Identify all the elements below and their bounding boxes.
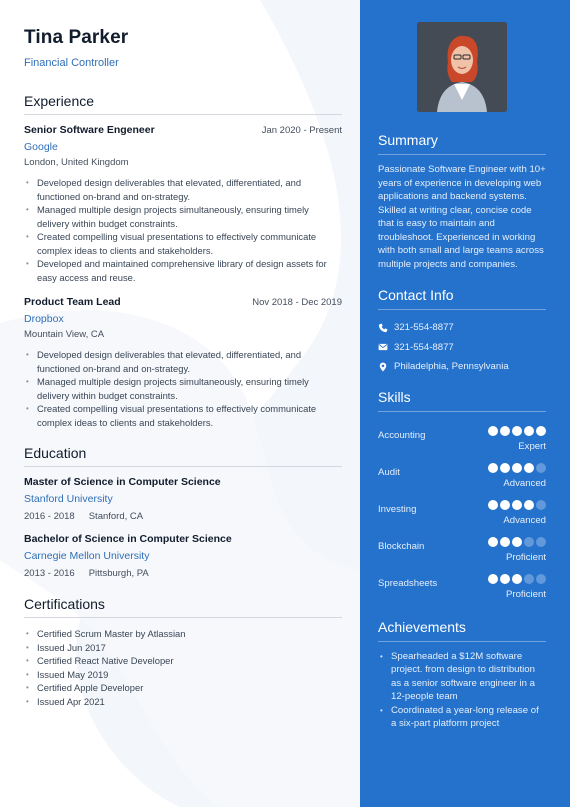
rating-dot-filled: [488, 426, 498, 436]
skill-row: [378, 574, 546, 611]
job-company: Google: [24, 141, 58, 153]
job-bullet: • Managed multiple design projects simultaneously, ensuring timely delivery within budget constraints.: [24, 375, 342, 402]
achievements-list: [378, 650, 546, 731]
job-bullets: [24, 176, 342, 284]
rating-dot-empty: [536, 537, 546, 547]
contact-section: [378, 287, 546, 377]
skill-level: Proficient: [506, 588, 546, 600]
job-location: London, United Kingdom: [24, 157, 129, 168]
degree-meta: [24, 511, 342, 522]
skill-level: Expert: [518, 440, 546, 452]
name: Tina Parker: [24, 27, 129, 48]
rating-dot-filled: [524, 500, 534, 510]
rating-dot-filled: [500, 574, 510, 584]
rating-dot-filled: [488, 463, 498, 473]
certifications-list: [24, 627, 342, 708]
certification-item: • Certified Apple Developer: [24, 681, 342, 695]
rating-dot-filled: [488, 574, 498, 584]
sidebar-column: [360, 0, 570, 807]
job-bullet: • Created compelling visual presentations to effectively communicate complex ideas to clients and stakeholders.: [24, 402, 342, 429]
degree-years: 2013 - 2016: [24, 568, 75, 579]
skill-level: Proficient: [506, 551, 546, 563]
skill-level: Advanced: [503, 477, 546, 489]
skill-rating: [488, 537, 546, 547]
job-position: Senior Software Engeneer: [24, 124, 155, 136]
certification-item: • Issued Apr 2021: [24, 695, 342, 709]
profile-photo: [417, 22, 507, 112]
skill-name: Audit: [378, 466, 400, 478]
rating-dot-filled: [536, 426, 546, 436]
job-entry: [24, 124, 342, 284]
job-bullet: • Developed design deliverables that elevated, differentiated, and functioned on-brand and on-strategy.: [24, 176, 342, 203]
degree-location: Pittsburgh, PA: [88, 568, 149, 579]
skill-rating: [488, 500, 546, 510]
main-content: [24, 27, 342, 708]
skill-name: Spreadsheets: [378, 577, 438, 589]
certifications-heading: Certifications: [24, 596, 342, 618]
summary-heading: Summary: [378, 132, 546, 155]
achievement-item: • Coordinated a year-long release of a six-part platform project: [378, 704, 546, 731]
job-location: Mountain View, CA: [24, 329, 105, 340]
rating-dot-filled: [500, 537, 510, 547]
education-entry: [24, 476, 342, 522]
contact-phone-text: 321-554-8877: [394, 322, 454, 334]
contact-email: [378, 338, 546, 358]
rating-dot-empty: [524, 537, 534, 547]
degree-title: Master of Science in Computer Science: [24, 476, 221, 488]
contact-email-text: 321-554-8877: [394, 341, 454, 353]
rating-dot-filled: [512, 426, 522, 436]
summary-text: Passionate Software Engineer with 10+ years of experience in developing web applications and backend systems. Skilled at writing clear, concise code that is easy to maintain and troubleshoot. Experienced in working with both small and large teams across multiple projects and companies.: [378, 164, 546, 270]
contact-address-text: Philadelphia, Pennsylvania: [394, 361, 509, 373]
job-date: Jan 2020 - Present: [261, 125, 342, 136]
job-header: [24, 296, 342, 308]
rating-dot-filled: [488, 537, 498, 547]
rating-dot-empty: [524, 574, 534, 584]
achievements-heading: Achievements: [378, 619, 546, 642]
rating-dot-filled: [500, 426, 510, 436]
job-title: Financial Controller: [24, 57, 119, 69]
contact-phone: [378, 318, 546, 338]
skill-name: Blockchain: [378, 540, 425, 552]
skills-section: [378, 389, 546, 611]
skill-level: Advanced: [503, 514, 546, 526]
rating-dot-empty: [536, 574, 546, 584]
job-position: Product Team Lead: [24, 296, 121, 308]
job-bullet: • Created compelling visual presentations to effectively communicate complex ideas to clients and stakeholders.: [24, 230, 342, 257]
job-header: [24, 124, 342, 136]
job-date: Nov 2018 - Dec 2019: [252, 297, 342, 308]
rating-dot-filled: [524, 463, 534, 473]
certification-item: • Issued Jun 2017: [24, 641, 342, 655]
rating-dot-empty: [536, 500, 546, 510]
job-bullet: • Managed multiple design projects simultaneously, ensuring timely delivery within budget constraints.: [24, 203, 342, 230]
rating-dot-filled: [500, 463, 510, 473]
certification-item: • Certified Scrum Master by Atlassian: [24, 627, 342, 641]
skill-row: [378, 500, 546, 537]
skill-rating: [488, 426, 546, 436]
job-bullet: • Developed design deliverables that elevated, differentiated, and functioned on-brand and on-strategy.: [24, 348, 342, 375]
degree-years: 2016 - 2018: [24, 511, 75, 522]
experience-section: [24, 93, 342, 429]
rating-dot-filled: [500, 500, 510, 510]
skill-rating: [488, 574, 546, 584]
certification-item: • Issued May 2019: [24, 668, 342, 682]
skill-name: Accounting: [378, 429, 426, 441]
school-name: Stanford University: [24, 493, 113, 505]
rating-dot-filled: [512, 537, 522, 547]
skill-row: [378, 463, 546, 500]
rating-dot-filled: [488, 500, 498, 510]
rating-dot-filled: [524, 426, 534, 436]
contact-heading: Contact Info: [378, 287, 546, 310]
job-bullet: • Developed and maintained comprehensive library of design assets for easy access and reuse.: [24, 257, 342, 284]
skill-name: Investing: [378, 503, 417, 515]
rating-dot-empty: [536, 463, 546, 473]
skills-list: [378, 426, 546, 611]
contact-address: [378, 357, 546, 377]
rating-dot-filled: [512, 463, 522, 473]
education-heading: Education: [24, 445, 342, 467]
education-entry: [24, 533, 342, 579]
skill-row: [378, 426, 546, 463]
degree-location: Stanford, CA: [88, 511, 144, 522]
skill-row: [378, 537, 546, 574]
degree-meta: [24, 568, 342, 579]
map-pin-icon: [378, 362, 388, 372]
rating-dot-filled: [512, 500, 522, 510]
skills-heading: Skills: [378, 389, 546, 412]
achievements-section: [378, 619, 546, 731]
certification-item: • Certified React Native Developer: [24, 654, 342, 668]
phone-icon: [378, 323, 388, 333]
education-section: [24, 445, 342, 579]
envelope-icon: [378, 342, 388, 352]
job-bullets: [24, 348, 342, 429]
school-name: Carnegie Mellon University: [24, 550, 150, 562]
profile-photo-image: [417, 22, 507, 112]
job-company: Dropbox: [24, 313, 64, 325]
skill-rating: [488, 463, 546, 473]
certifications-section: [24, 596, 342, 708]
rating-dot-filled: [512, 574, 522, 584]
summary-section: [378, 132, 546, 271]
experience-heading: Experience: [24, 93, 342, 115]
degree-title: Bachelor of Science in Computer Science: [24, 533, 232, 545]
job-entry: [24, 296, 342, 429]
achievement-item: • Spearheaded a $12M software project. from design to distribution as a senior software engineer in a 12-people team: [378, 650, 546, 704]
